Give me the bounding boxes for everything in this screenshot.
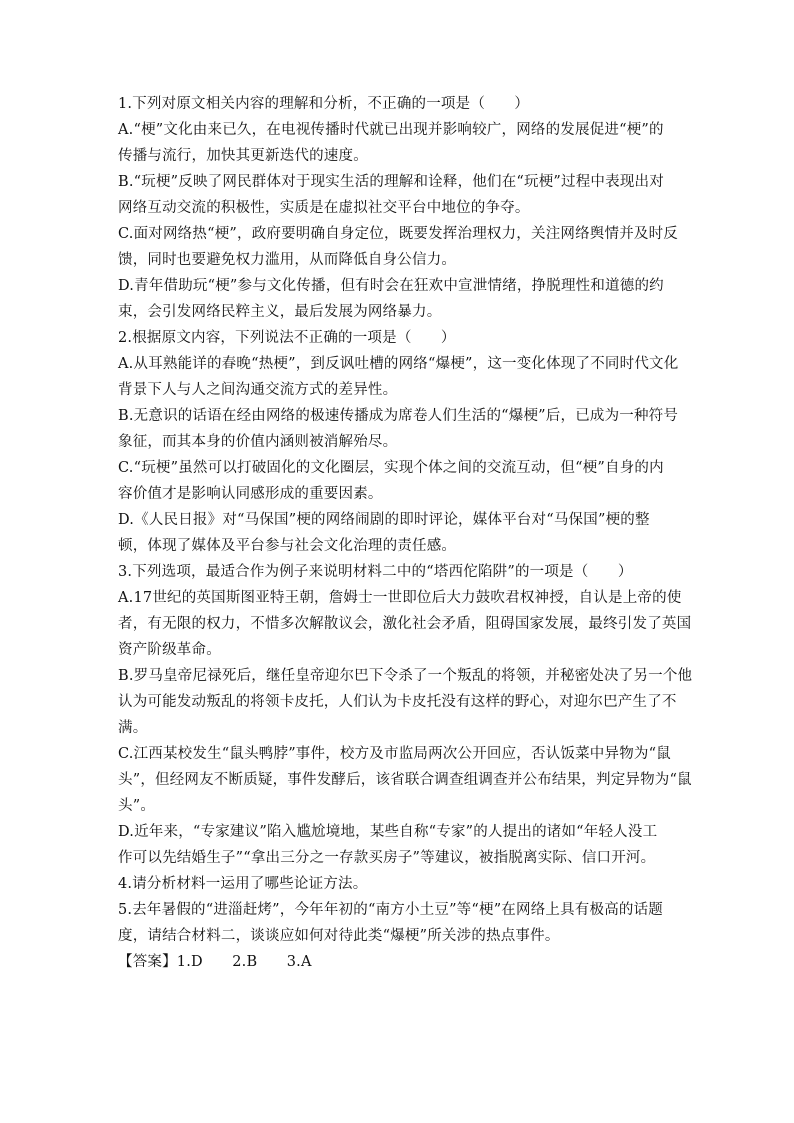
question-3-option-a-cont-2: 资产阶级革命。 <box>118 642 221 658</box>
question-3-option-b-cont: 认为可能发动叛乱的将领卡皮托，人们认为卡皮托没有这样的野心，对迎尔巴产生了不 <box>118 694 677 710</box>
question-3-option-c: C.江西某校发生“鼠头鸭脖”事件，校方及市监局两次公开回应，否认饭菜中异物为“鼠 <box>118 746 671 762</box>
question-1-option-c: C.面对网络热“梗”，政府要明确自身定位，既要发挥治理权力，关注网络舆情并及时反 <box>118 226 679 242</box>
question-1-option-d: D.青年借助玩“梗”参与文化传播，但有时会在狂欢中宣泄情绪，挣脱理性和道德的约 <box>118 278 664 294</box>
question-2-option-a: A.从耳熟能详的春晚“热梗”，到反讽吐槽的网络“爆梗”，这一变化体现了不同时代文化 <box>118 356 679 372</box>
question-1-option-c-cont: 馈，同时也要避免权力滥用，从而降低自身公信力。 <box>118 252 457 268</box>
question-2-option-c: C.“玩梗”虽然可以打破固化的文化圈层，实现个体之间的交流互动，但“梗”自身的内 <box>118 460 664 476</box>
question-3-option-b: B.罗马皇帝尼禄死后，继任皇帝迎尔巴下令杀了一个叛乱的将领，并秘密处决了另一个他 <box>118 668 693 684</box>
question-3-option-a-cont: 者，有无限的权力，不惜多次解散议会，激化社会矛盾，阻碍国家发展，最终引发了英国 <box>118 616 692 632</box>
question-1-option-a-cont: 传播与流行，加快其更新迭代的速度。 <box>118 148 368 164</box>
question-1-option-d-cont: 束，会引发网络民粹主义，最后发展为网络暴力。 <box>118 304 442 320</box>
question-2-option-d: D.《人民日报》对“马保国”梗的网络闹剧的即时评论，媒体平台对“马保国”梗的整 <box>118 512 650 528</box>
question-1-option-b-cont: 网络互动交流的积极性，实质是在虚拟社交平台中地位的争夺。 <box>118 200 530 216</box>
document-page <box>118 91 693 975</box>
question-3-stem: 3.下列选项，最适合作为例子来说明材料二中的“塔西佗陷阱”的一项是（ ） <box>118 564 633 580</box>
question-3-option-b-cont-2: 满。 <box>118 720 148 736</box>
question-1-option-b: B.“玩梗”反映了网民群体对于现实生活的理解和诠释，他们在“玩梗”过程中表现出对 <box>118 174 664 190</box>
question-4-stem: 4.请分析材料一运用了哪些论证方法。 <box>118 876 368 892</box>
question-2-option-a-cont: 背景下人与人之间沟通交流方式的差异性。 <box>118 382 398 398</box>
question-5-stem-cont: 度，请结合材料二，谈谈应如何对待此类“爆梗”所关涉的热点事件。 <box>118 928 560 944</box>
question-3-option-a: A.17世纪的英国斯图亚特王朝，詹姆士一世即位后大力鼓吹君权神授，自认是上帝的使 <box>118 590 682 606</box>
question-1-option-a: A.“梗”文化由来已久，在电视传播时代就已出现并影响较广，网络的发展促进“梗”的 <box>118 122 664 138</box>
question-2-option-d-cont: 顿，体现了媒体及平台参与社会文化治理的责任感。 <box>118 538 457 554</box>
question-2-stem: 2.根据原文内容，下列说法不正确的一项是（ ） <box>118 330 456 346</box>
question-1-stem: 1.下列对原文相关内容的理解和分析，不正确的一项是（ ） <box>118 96 530 112</box>
answer-key: 【答案】1.D 2.B 3.A <box>118 954 312 970</box>
question-3-option-c-cont-2: 头”。 <box>118 798 156 814</box>
question-2-option-b-cont: 象征，而其本身的价值内涵则被消解殆尽。 <box>118 434 398 450</box>
question-3-option-d-cont: 作可以先结婚生子”“拿出三分之一存款买房子”等建议，被指脱离实际、信口开河。 <box>118 850 656 866</box>
question-5-stem: 5.去年暑假的“进淄赶烤”，今年年初的“南方小土豆”等“梗”在网络上具有极高的话题 <box>118 902 664 918</box>
question-2-option-b: B.无意识的话语在经由网络的极速传播成为席卷人们生活的“爆梗”后，已成为一种符号 <box>118 408 679 424</box>
question-3-option-c-cont: 头”，但经网友不断质疑，事件发酵后，该省联合调查组调查并公布结果，判定异物为“鼠 <box>118 772 692 788</box>
question-3-option-d: D.近年来，“专家建议”陷入尴尬境地，某些自称“专家”的人提出的诸如“年轻人没工 <box>118 824 658 840</box>
question-2-option-c-cont: 容价值才是影响认同感形成的重要因素。 <box>118 486 383 502</box>
